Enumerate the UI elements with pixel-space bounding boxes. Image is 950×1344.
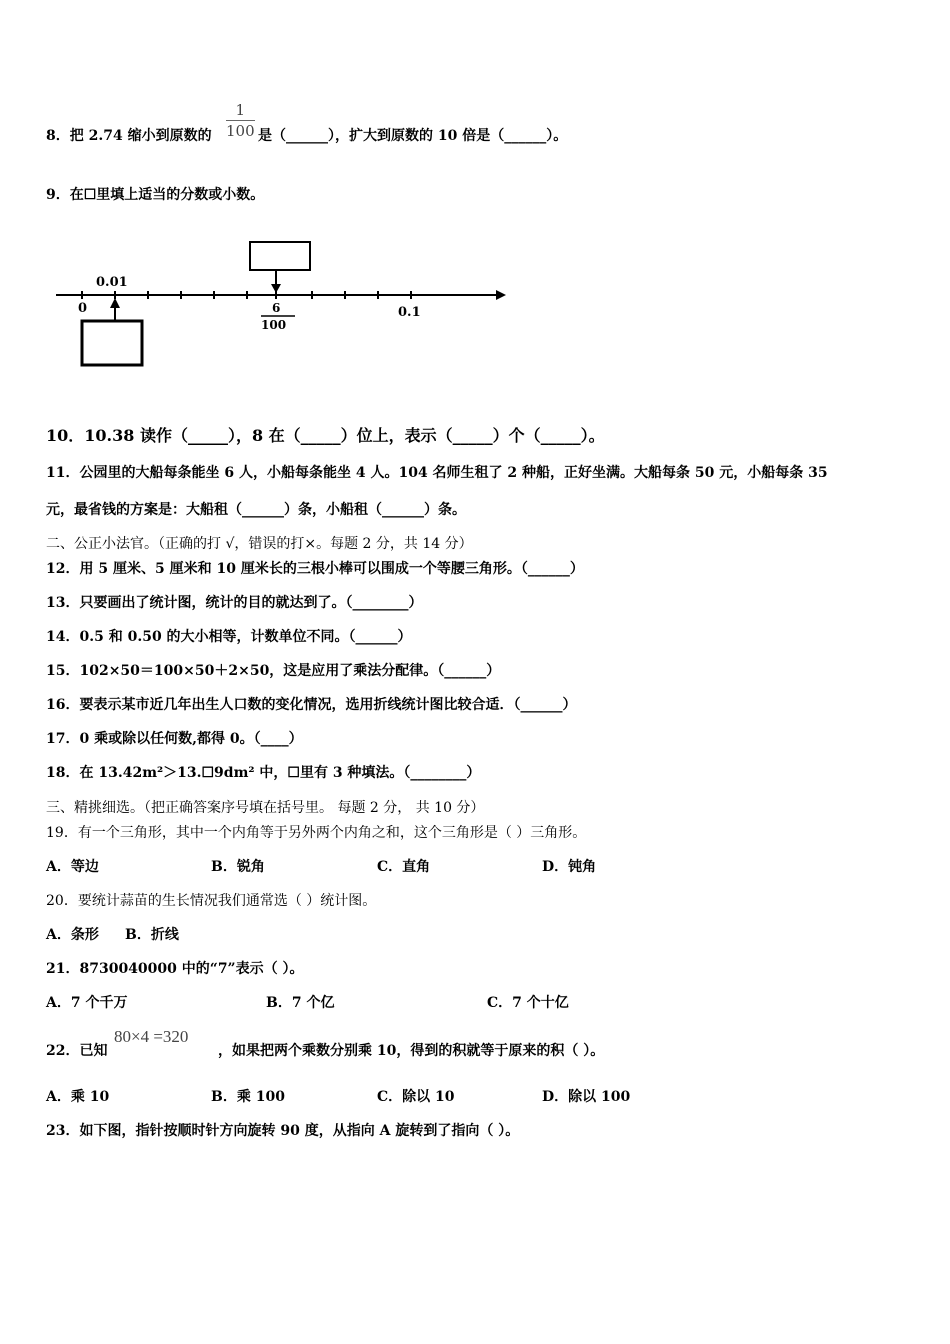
q21-option-b[interactable]: [266, 993, 334, 1013]
q8-suffix: 是（______），扩大到原数的 10 倍是（______）。: [258, 128, 568, 144]
question-12: [46, 559, 584, 579]
q19-option-c-label: C．直角: [377, 859, 431, 875]
q20-option-b-label: B．折线: [125, 927, 179, 943]
question-10: [46, 426, 605, 446]
label-fraction-denominator: 100: [261, 318, 287, 332]
question-9: [46, 185, 264, 205]
q22-option-d[interactable]: [542, 1087, 630, 1107]
q14-text: 14．0.5 和 0.50 的大小相等，计数单位不同。（______）: [46, 629, 412, 645]
section-3-text: 三、精挑细选。（把正确答案序号填在括号里。 每题 2 分， 共 10 分）: [46, 800, 485, 816]
section-2-title: [46, 534, 473, 554]
q17-text: 17．0 乘或除以任何数,都得 0。（____）: [46, 731, 303, 747]
question-22: [46, 1041, 107, 1061]
label-fraction-numerator: 6: [272, 301, 281, 315]
question-11-line1: [46, 463, 828, 483]
question-13: [46, 593, 422, 613]
q21-option-b-label: B．7 个亿: [266, 995, 335, 1011]
q13-text: 13．只要画出了统计图，统计的目的就达到了。（________）: [46, 595, 423, 611]
q11-line2: 元，最省钱的方案是：大船租（______）条，小船租（______）条。: [46, 502, 466, 518]
axis-arrow-icon: [496, 290, 506, 300]
q22-option-b[interactable]: [211, 1087, 285, 1107]
q20-option-a-label: A．条形: [46, 927, 99, 943]
q22-option-b-label: B．乘 100: [211, 1089, 285, 1105]
question-11-line2: [46, 500, 466, 520]
q22-prefix: 22．已知: [46, 1043, 108, 1059]
q20-option-a[interactable]: [46, 925, 99, 945]
q21-option-a-label: A．7 个千万: [46, 995, 128, 1011]
q8-prefix: 8．把 2.74 缩小到原数的: [46, 128, 212, 144]
q21-text: 21．8730040000 中的“7”表示（ ）。: [46, 961, 304, 977]
q19-text: 19．有一个三角形，其中一个内角等于另外两个内角之和，这个三角形是（ ）三角形。: [46, 825, 587, 841]
q11-line1: 11．公园里的大船每条能坐 6 人，小船每条能坐 4 人。104 名师生租了 2 种船，正好坐满。大船每条 50 元，小船每条 35: [46, 465, 828, 481]
q22-option-c[interactable]: [377, 1087, 455, 1107]
section-2-text: 二、公正小法官。（正确的打 √，错误的打×。每题 2 分，共 14 分）: [46, 536, 473, 552]
q22-option-c-label: C．除以 10: [377, 1089, 455, 1105]
q23-text: 23．如下图，指针按顺时针方向旋转 90 度，从指向 A 旋转到了指向（ ）。: [46, 1123, 520, 1139]
q10-text: 10．10.38 读作（_____），8 在（_____）位上，表示（_____）个（_____）。: [46, 426, 605, 445]
q19-option-d-label: D．钝角: [542, 859, 597, 875]
number-line-figure: [50, 236, 520, 376]
number-line-bottom-box[interactable]: [82, 321, 142, 365]
q8-fraction-denominator: 100: [226, 122, 255, 140]
q20-text: 20．要统计蒜苗的生长情况我们通常选（ ）统计图。: [46, 893, 377, 909]
q8-suffix-line: [258, 126, 567, 146]
q22-suffix-line: [218, 1041, 604, 1061]
q9-text: 9．在☐里填上适当的分数或小数。: [46, 187, 265, 203]
q19-option-b[interactable]: [211, 857, 265, 877]
q21-option-c[interactable]: [487, 993, 569, 1013]
question-15: [46, 661, 500, 681]
label-0: 0: [78, 301, 88, 316]
q19-option-a[interactable]: [46, 857, 99, 877]
question-16: [46, 695, 576, 715]
q19-option-d[interactable]: [542, 857, 596, 877]
question-20: [46, 891, 376, 911]
q12-text: 12．用 5 厘米、5 厘米和 10 厘米长的三根小棒可以围成一个等腰三角形。（______）: [46, 561, 584, 577]
q22-option-a-label: A．乘 10: [46, 1089, 110, 1105]
q21-option-c-label: C．7 个十亿: [487, 995, 569, 1011]
q22-option-a[interactable]: [46, 1087, 109, 1107]
q22-suffix: ，如果把两个乘数分别乘 10，得到的积就等于原来的积（ ）。: [218, 1043, 605, 1059]
q8-fraction: [226, 100, 255, 141]
q22-option-d-label: D．除以 100: [542, 1089, 631, 1105]
question-19: [46, 823, 586, 843]
question-8: [46, 126, 212, 146]
question-18: [46, 763, 480, 783]
question-21: [46, 959, 304, 979]
q19-option-b-label: B．锐角: [211, 859, 265, 875]
question-17: [46, 729, 303, 749]
q16-text: 16．要表示某市近几年出生人口数的变化情况，选用折线统计图比较合适．（______）: [46, 697, 577, 713]
q20-option-b[interactable]: [125, 925, 179, 945]
question-23: [46, 1121, 519, 1141]
q22-equation: 80×4 =320: [114, 1027, 189, 1046]
label-0-1: 0.1: [398, 305, 421, 320]
q19-option-a-label: A．等边: [46, 859, 99, 875]
number-line-top-box[interactable]: [250, 242, 310, 270]
q21-option-a[interactable]: [46, 993, 127, 1013]
question-14: [46, 627, 412, 647]
section-3-title: [46, 798, 484, 818]
q18-text: 18．在 13.42m²＞13.☐9dm² 中，☐里有 3 种填法。（________）: [46, 765, 481, 781]
q19-option-c[interactable]: [377, 857, 430, 877]
q8-fraction-numerator: 1: [226, 100, 255, 121]
q15-text: 15．102×50＝100×50＋2×50，这是应用了乘法分配律。（______）: [46, 663, 501, 679]
label-0-01: 0.01: [96, 275, 128, 290]
